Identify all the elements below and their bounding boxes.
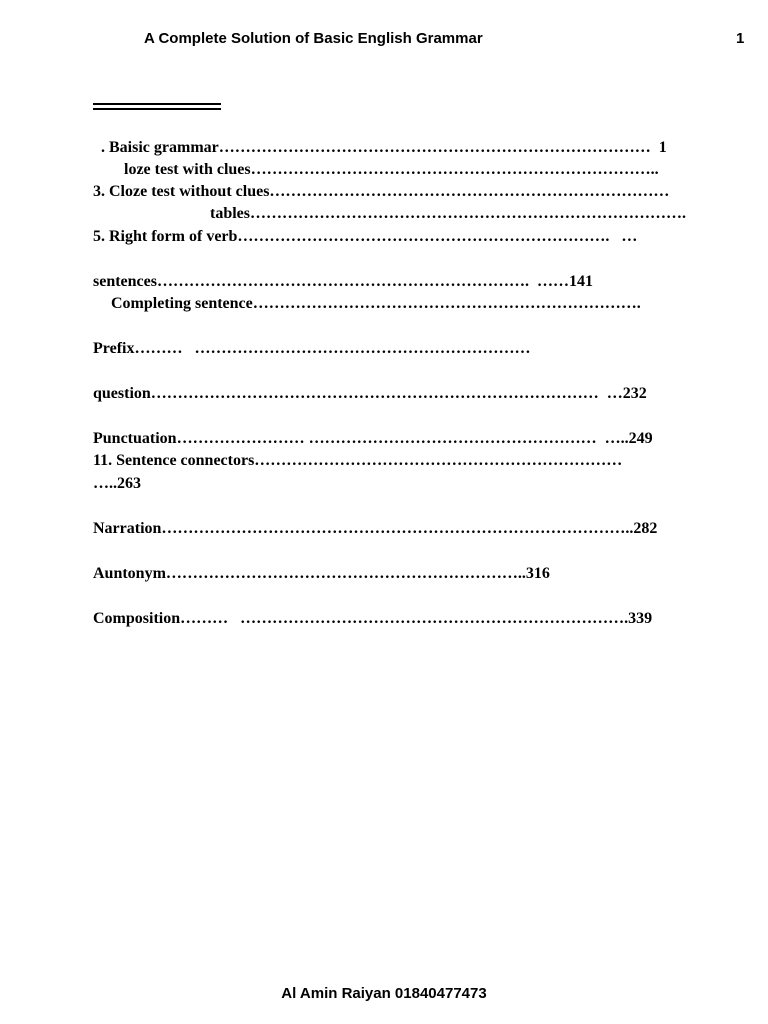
toc-entry-sentences: sentences……………………………………………………………. ……141	[93, 273, 593, 290]
rule-line-top	[93, 103, 221, 105]
page-footer-author: Al Amin Raiyan 01840477473	[281, 985, 487, 1002]
toc-entry-punctuation: Punctuation…………………… ……………………………………………… …..249	[93, 430, 653, 447]
toc-entry-sentence-connectors-page: …..263	[93, 475, 141, 492]
toc-entry-basic-grammar: . Baisic grammar……………………………………………………………………… 1	[101, 139, 667, 156]
page-number: 1	[736, 30, 745, 47]
toc-entry-composition: Composition……… ……………………………………………………………….339	[93, 610, 653, 627]
toc-entry-right-form-of-verb: 5. Right form of verb……………………………………………………………. …	[93, 228, 638, 245]
toc-entry-tables: tables……………………………………………………………………….	[210, 205, 686, 222]
toc-entry-cloze-test-with-clues: loze test with clues…………………………………………………………………..	[124, 161, 659, 178]
toc-entry-completing-sentence: Completing sentence……………………………………………………………….	[111, 295, 641, 312]
toc-entry-prefix: Prefix……… ………………………………………………………	[93, 340, 531, 357]
toc-entry-question: question………………………………………………………………………… …232	[93, 385, 647, 402]
toc-entry-auntonym: Auntonym…………………………………………………………..316	[93, 565, 550, 582]
document-title: A Complete Solution of Basic English Grammar	[144, 30, 483, 47]
rule-line-bottom	[93, 108, 221, 110]
toc-entry-sentence-connectors: 11. Sentence connectors……………………………………………………………	[93, 452, 623, 469]
toc-entry-cloze-test-without-clues: 3. Cloze test without clues…………………………………………………………………	[93, 183, 670, 200]
toc-entry-narration: Narration……………………………………………………………………………..282	[93, 520, 658, 537]
